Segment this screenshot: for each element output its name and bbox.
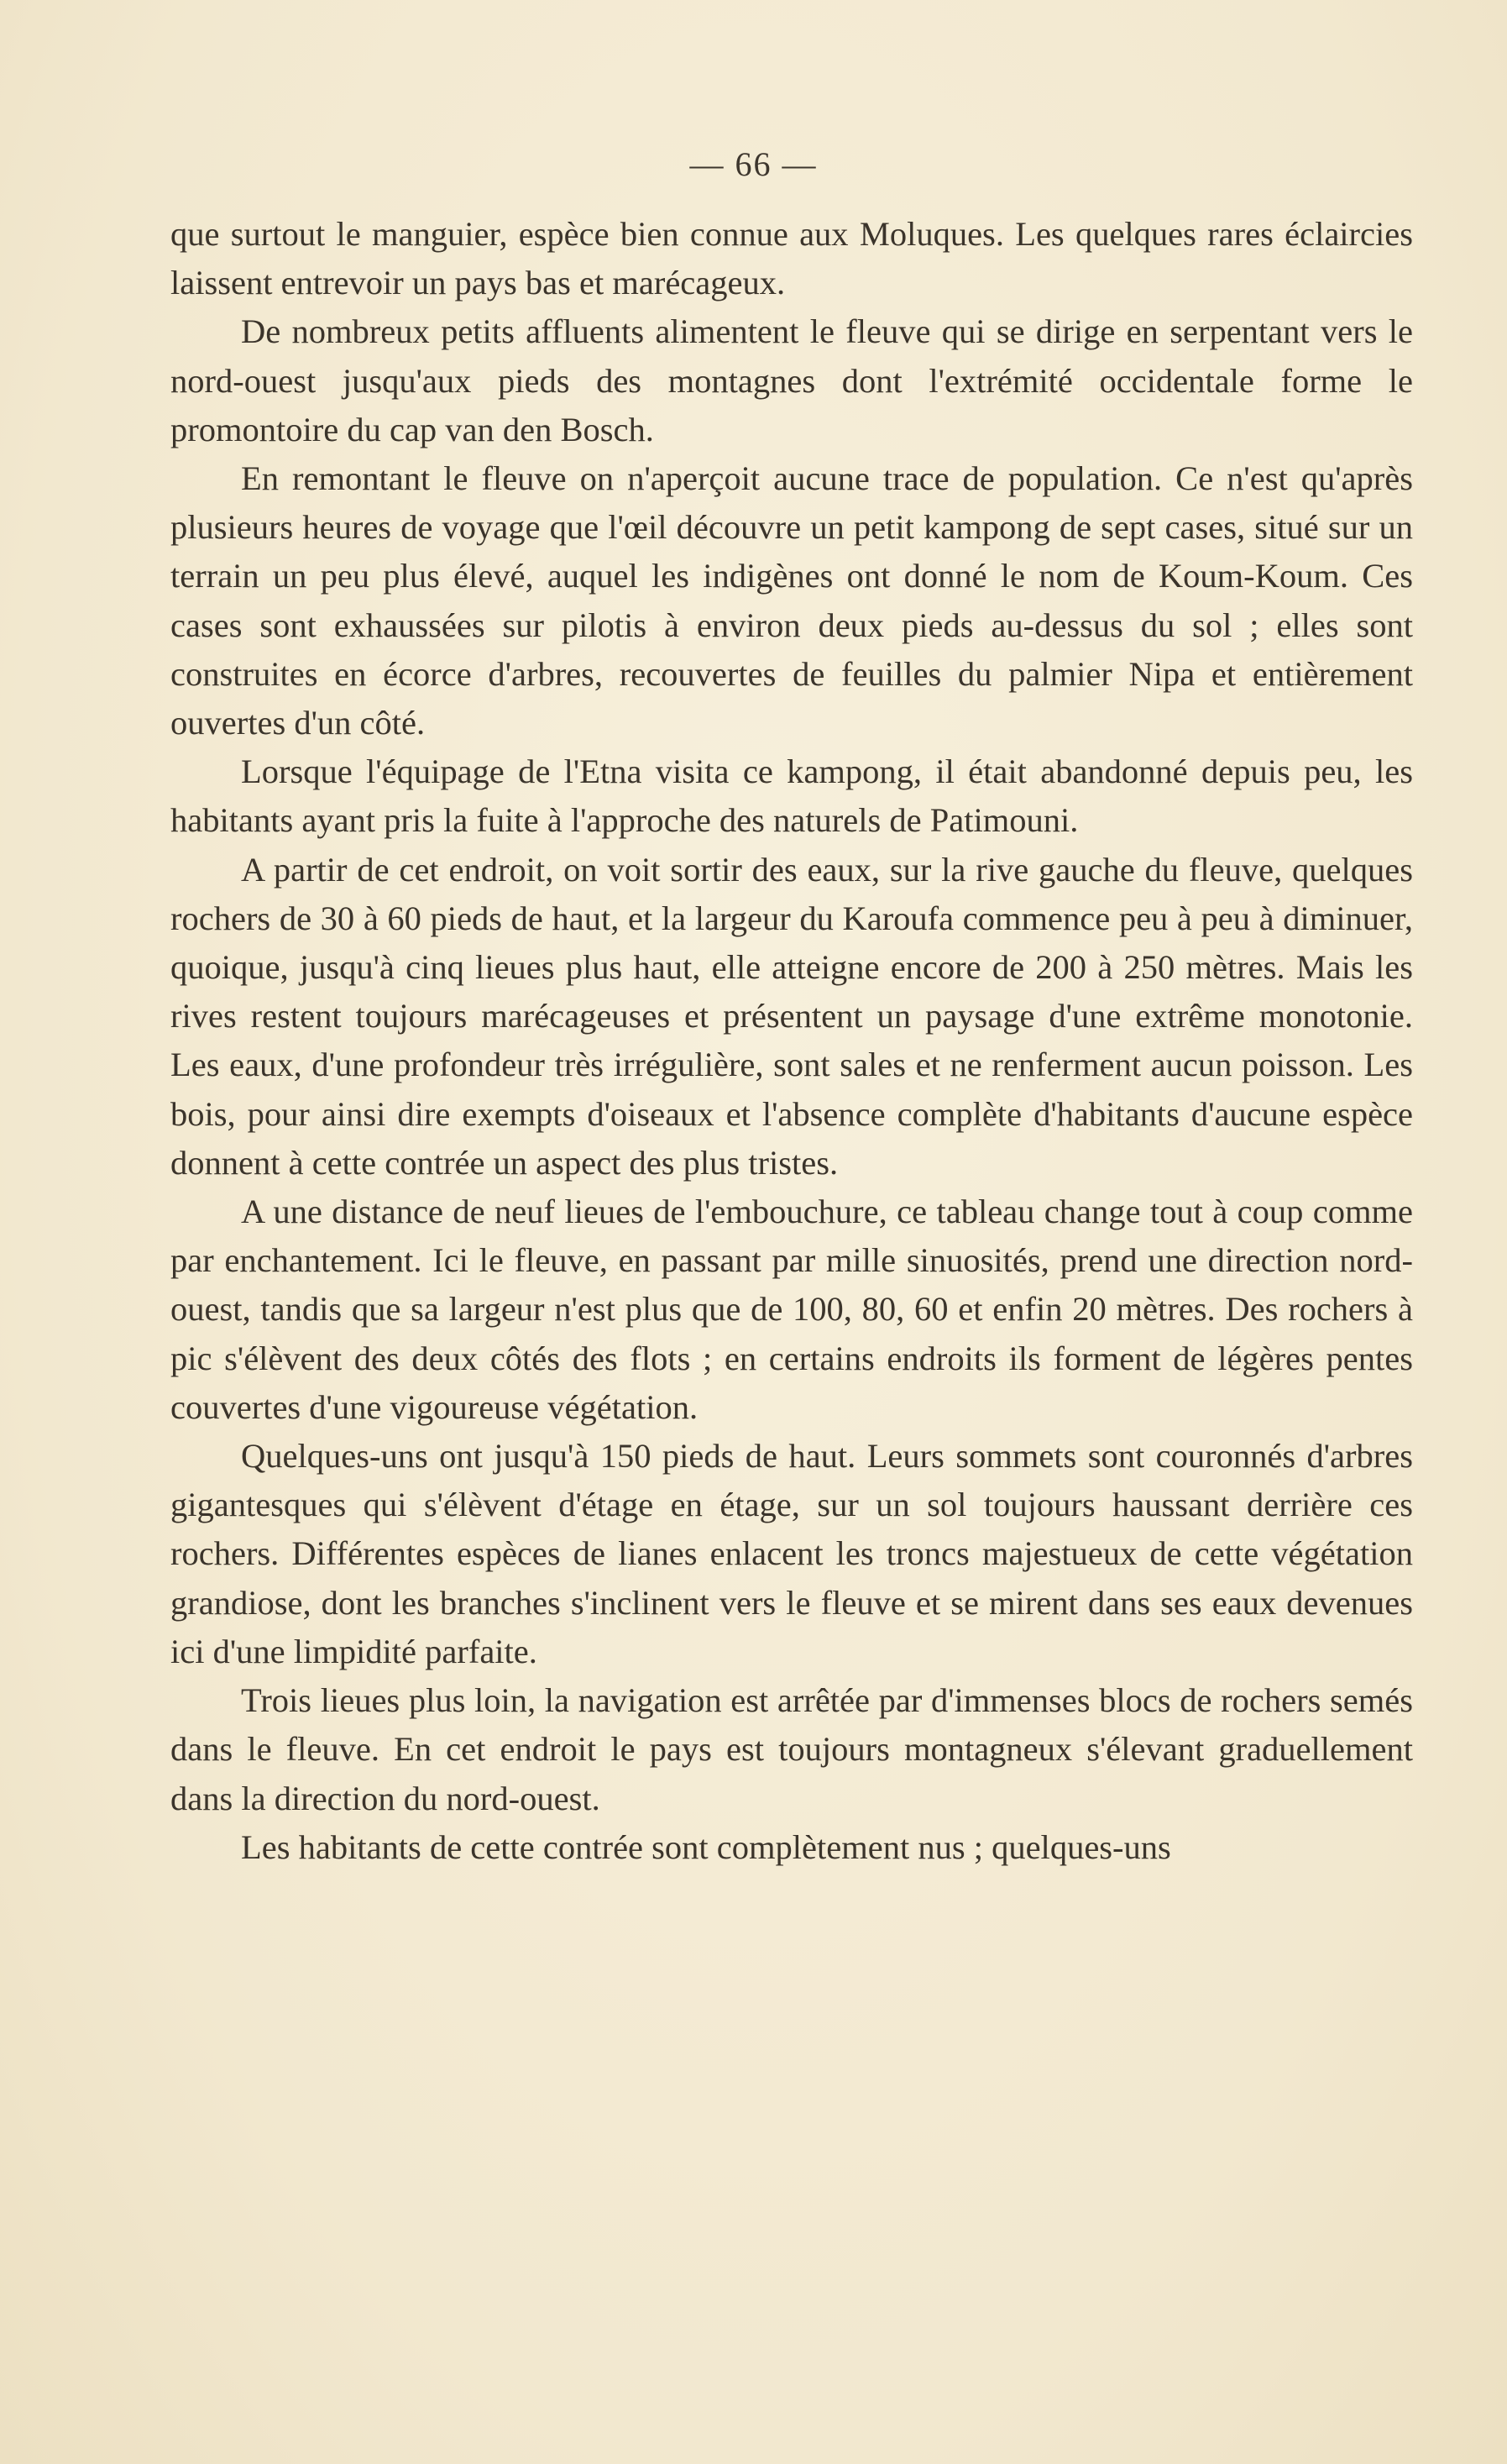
page-text-body xyxy=(170,210,1413,1872)
paragraph-1: que surtout le manguier, espèce bien connue aux Moluques. Les quelques rares éclaircies laissent entrevoir un pays bas et marécageux. xyxy=(170,215,1413,302)
page-number: — 66 — xyxy=(689,145,818,183)
paragraph-4: Lorsque l'équipage de l'Etna visita ce kampong, il était abandonné depuis peu, les habitants ayant pris la fuite à l'approche des naturels de Patimouni. xyxy=(170,752,1413,840)
paragraph-8: Trois lieues plus loin, la navigation est arrêtée par d'immenses blocs de rochers semés dans le fleuve. En cet endroit le pays est toujours montagneux s'élevant graduellement dans la direction du nord-ouest. xyxy=(170,1681,1413,1817)
paragraph-6: A une distance de neuf lieues de l'embouchure, ce tableau change tout à coup comme par enchantement. Ici le fleuve, en passant par mille sinuosités, prend une direction nord-ouest, tandis que sa largeur n'est plus que de 100, 80, 60 et enfin 20 mètres. Des rochers à pic s'élèvent des deux côtés des flots ; en certains endroits ils forment de légères pentes couvertes d'une vigoureuse végétation. xyxy=(170,1193,1413,1426)
paragraph-9: Les habitants de cette contrée sont complètement nus ; quelques-uns xyxy=(241,1827,1171,1866)
paragraph-3: En remontant le fleuve on n'aperçoit aucune trace de population. Ce n'est qu'après plusieurs heures de voyage que l'œil découvre un petit kampong de sept cases, situé sur un terrain un peu plus élevé, auquel les indigènes ont donné le nom de Koum-Koum. Ces cases sont exhaussées sur pilotis à environ deux pieds au-dessus du sol ; elles sont construites en écorce d'arbres, recouvertes de feuilles du palmier Nipa et entièrement ouvertes d'un côté. xyxy=(170,459,1413,742)
paragraph-7: Quelques-uns ont jusqu'à 150 pieds de haut. Leurs sommets sont couronnés d'arbres gigantesques qui s'élèvent d'étage en étage, sur un sol toujours haussant derrière ces rochers. Différentes espèces de lianes enlacent les troncs majestueux de cette végétation grandiose, dont les branches s'inclinent vers le fleuve et se mirent dans ses eaux devenues ici d'une limpidité parfaite. xyxy=(170,1437,1413,1670)
paragraph-2: De nombreux petits affluents alimentent le fleuve qui se dirige en serpentant vers le nord-ouest jusqu'aux pieds des montagnes dont l'extrémité occidentale forme le promontoire du cap van den Bosch. xyxy=(170,312,1413,448)
paragraph-5: A partir de cet endroit, on voit sortir des eaux, sur la rive gauche du fleuve, quelques rochers de 30 à 60 pieds de haut, et la largeur du Karoufa commence peu à peu à diminuer, quoique, jusqu'à cinq lieues plus haut, elle atteigne encore de 200 à 250 mètres. Mais les rives restent toujours marécageuses et présentent un paysage d'une extrême monotonie. Les eaux, d'une profondeur très irrégulière, sont sales et ne renferment aucun poisson. Les bois, pour ainsi dire exempts d'oiseaux et l'absence complète d'habitants d'aucune espèce donnent à cette contrée un aspect des plus tristes. xyxy=(170,850,1413,1182)
